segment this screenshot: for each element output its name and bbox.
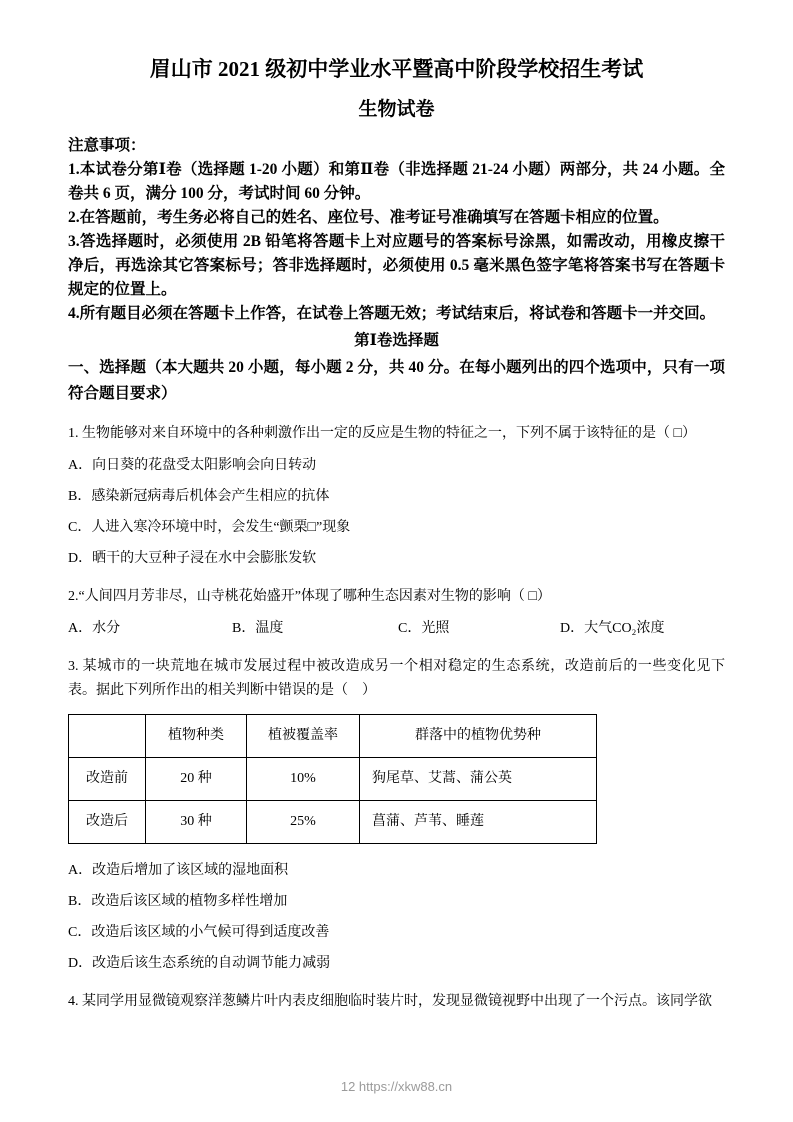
table-header-row: [69, 715, 597, 758]
table-cell: 20 种: [146, 758, 247, 801]
question-3: [68, 655, 725, 975]
question-1-stem: 1. 生物能够对来自环境中的各种刺激作出一定的反应是生物的特征之一，下列不属于该特征的是（ □）: [68, 426, 696, 442]
table-cell: 改造后: [69, 801, 146, 844]
question-1: [68, 422, 725, 570]
question-3-stem: 3. 某城市的一块荒地在城市发展过程中被改造成另一个相对稳定的生态系统，改造前后的一些变化见下表。据此下列所作出的相关判断中错误的是（ ）: [68, 659, 725, 699]
table-row-after: [69, 801, 597, 844]
question-4-stem: 4. 某同学用显微镜观察洋葱鳞片叶内表皮细胞临时装片时，发现显微镜视野中出现了一个污点。该同学欲: [68, 994, 712, 1010]
notices-heading: 注意事项：: [68, 137, 146, 154]
notice-item-1: 1.本试卷分第Ⅰ卷（选择题 1-20 小题）和第Ⅱ卷（非选择题 21-24 小题）两部分，共 24 小题。全卷共 6 页，满分 100 分，考试时间 60 分钟。: [68, 161, 725, 203]
table-header-blank: [69, 715, 146, 758]
section-instruction: 一、选择题（本大题共 20 小题，每小题 2 分，共 40 分。在每小题列出的四个选项中，只有一项符合题目要求）: [68, 359, 725, 403]
table-cell: 狗尾草、艾蒿、蒲公英: [360, 758, 597, 801]
question-2-option-a: A．水分: [68, 621, 121, 637]
exam-title: 眉山市 2021 级初中学业水平暨高中阶段学校招生考试: [149, 57, 644, 81]
question-3-option-d: D．改造后该生态系统的自动调节能力减弱: [68, 956, 331, 972]
question-3-option-c: C．改造后该区域的小气候可得到适度改善: [68, 925, 330, 941]
table-cell: 10%: [247, 758, 360, 801]
table-cell: 菖蒲、芦苇、睡莲: [360, 801, 597, 844]
question-2-options-row: [68, 618, 725, 640]
question-3-option-b: B．改造后该区域的植物多样性增加: [68, 894, 288, 910]
notice-item-3: 3.答选择题时，必须使用 2B 铅笔将答题卡上对应题号的答案标号涂黑，如需改动，用橡皮擦干净后，再选涂其它答案标号；答非选择题时，必须使用 0.5 毫米黑色签字笔将答案书写在答题卡规定的位置上。: [68, 233, 725, 299]
question-3-option-a: A．改造后增加了该区域的湿地面积: [68, 863, 289, 879]
table-header-plant-types: 植物种类: [146, 715, 247, 758]
question-2-option-d: D．大气CO₂浓度: [560, 621, 665, 637]
table-cell: 25%: [247, 801, 360, 844]
question-2-option-c: C．光照: [398, 621, 450, 637]
table-cell: 改造前: [69, 758, 146, 801]
table-cell: 30 种: [146, 801, 247, 844]
question-2: [68, 585, 725, 640]
question-4: [68, 990, 725, 1014]
table-row-before: [69, 758, 597, 801]
section-title: 第Ⅰ卷选择题: [354, 332, 439, 350]
question-1-option-d: D．晒干的大豆种子浸在水中会膨胀发软: [68, 551, 317, 567]
notice-item-2: 2.在答题前，考生务必将自己的姓名、座位号、准考证号准确填写在答题卡相应的位置。: [68, 209, 669, 227]
question-1-option-c: C．人进入寒冷环境中时，会发生“颤栗□”现象: [68, 520, 351, 536]
question-1-option-a: A．向日葵的花盘受太阳影响会向日转动: [68, 458, 317, 474]
question-2-stem: 2.“人间四月芳非尽，山寺桃花始盛开”体现了哪种生态因素对生物的影响（ □）: [68, 589, 551, 605]
table-header-dominant-species: 群落中的植物优势种: [360, 715, 597, 758]
notice-item-4: 4.所有题目必须在答题卡上作答，在试卷上答题无效；考试结束后，将试卷和答题卡一并交回。: [68, 305, 716, 323]
table-header-coverage: 植被覆盖率: [247, 715, 360, 758]
footer-watermark-link[interactable]: 12 https://xkw88.cn: [340, 1079, 453, 1094]
page-footer: [0, 1079, 793, 1094]
notices-block: [68, 134, 725, 326]
question-2-option-b: B．温度: [232, 621, 284, 637]
question-1-option-b: B．感染新冠病毒后机体会产生相应的抗体: [68, 489, 330, 505]
question-3-table: [68, 714, 597, 844]
exam-subtitle: 生物试卷: [358, 99, 435, 120]
